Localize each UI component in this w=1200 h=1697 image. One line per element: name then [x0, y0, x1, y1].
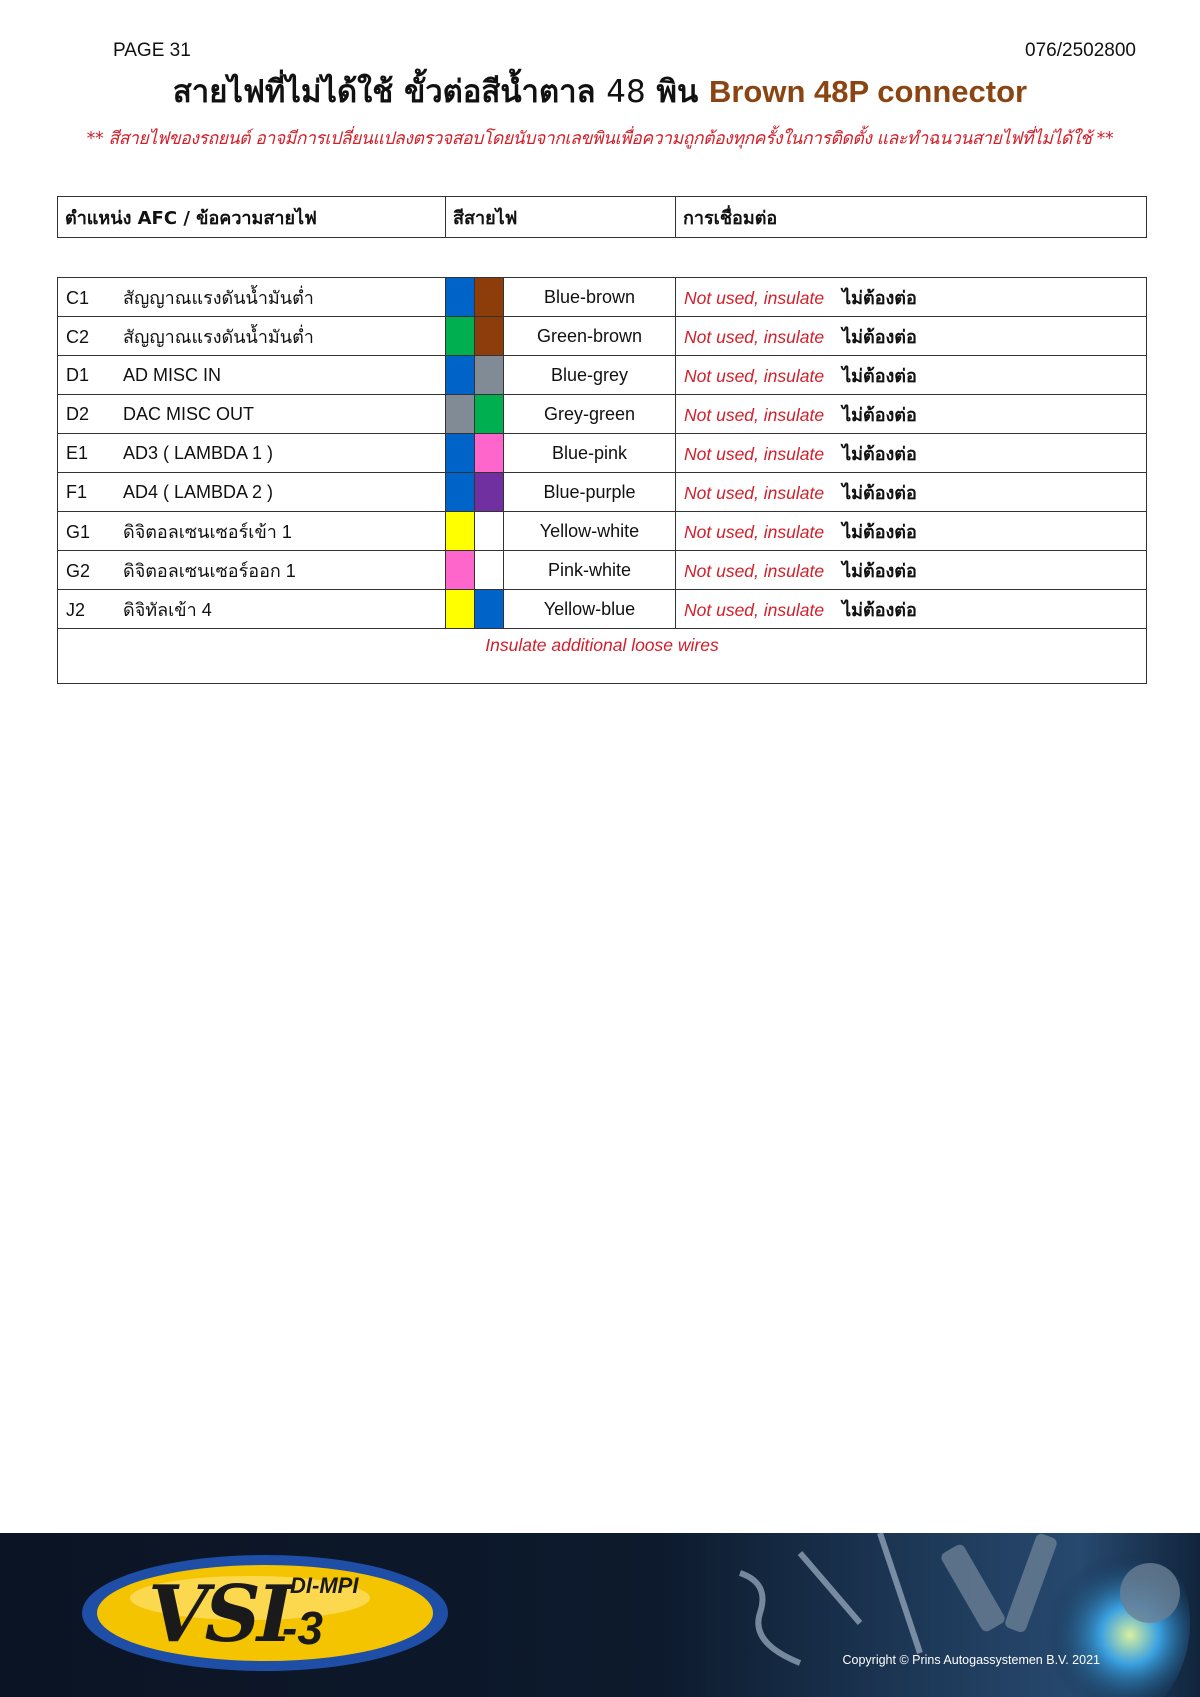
wire-color-name: Blue-pink: [504, 434, 676, 473]
table-row: [58, 512, 1147, 551]
connection-cell: [676, 512, 1147, 551]
pin-description: สัญญาณแรงดันน้ำมันต่ำ: [123, 326, 314, 347]
connection-cell: [676, 356, 1147, 395]
table-row: [58, 434, 1147, 473]
table-row: [58, 278, 1147, 317]
table-row: [58, 590, 1147, 629]
wire-color-swatch-1: [446, 512, 475, 551]
connection-note-en: Not used, insulate: [684, 404, 825, 425]
pin-cell: [58, 551, 446, 590]
title-thai-pin: พิน: [656, 74, 699, 110]
pin-id: C2: [66, 326, 90, 347]
wire-color-name: Blue-brown: [504, 278, 676, 317]
wire-color-swatch-1: [446, 356, 475, 395]
wire-color-swatch-2: [475, 512, 504, 551]
connection-note-en: Not used, insulate: [684, 365, 825, 386]
logo-vsi-text: VSI: [148, 1569, 290, 1660]
wire-color-swatch-2: [475, 434, 504, 473]
pin-id: G1: [66, 521, 91, 542]
wire-color-name: Yellow-white: [504, 512, 676, 551]
wire-color-name: Blue-purple: [504, 473, 676, 512]
connection-note-en: Not used, insulate: [684, 326, 825, 347]
wire-color-name: Pink-white: [504, 551, 676, 590]
connection-note-en: Not used, insulate: [684, 599, 825, 620]
logo-3-text: -3: [282, 1602, 323, 1654]
connection-note-en: Not used, insulate: [684, 521, 825, 542]
connection-cell: [676, 551, 1147, 590]
wire-color-swatch-2: [475, 317, 504, 356]
table-row: [58, 356, 1147, 395]
pin-description: AD MISC IN: [123, 364, 222, 385]
table-row: [58, 473, 1147, 512]
pin-cell: [58, 512, 446, 551]
pin-cell: [58, 395, 446, 434]
pin-id: D2: [66, 403, 90, 424]
pin-cell: [58, 434, 446, 473]
table-row: [58, 395, 1147, 434]
wire-color-swatch-1: [446, 434, 475, 473]
wire-color-swatch-2: [475, 395, 504, 434]
connection-note-en: Not used, insulate: [684, 482, 825, 503]
footer-cell: [58, 629, 1147, 684]
pin-id: J2: [66, 599, 86, 620]
pin-description: ดิจิทัลเข้า 4: [123, 599, 212, 620]
pin-cell: [58, 317, 446, 356]
connection-note-th: ไม่ต้องต่อ: [842, 326, 917, 348]
logo-dimpi-text: DI-MPI: [290, 1573, 359, 1598]
wire-color-swatch-1: [446, 317, 475, 356]
pin-description: สัญญาณแรงดันน้ำมันต่ำ: [123, 287, 314, 308]
pin-id: F1: [66, 481, 88, 502]
pin-cell: [58, 473, 446, 512]
wire-color-swatch-1: [446, 551, 475, 590]
connection-note-th: ไม่ต้องต่อ: [842, 482, 917, 504]
title-thai: สายไฟที่ไม่ได้ใช้ ขั้วต่อสีน้ำตาล: [172, 74, 596, 110]
footer-row: [58, 629, 1147, 684]
header-position: ตำแหน่ง AFC / ข้อความสายไฟ: [58, 197, 446, 238]
wire-color-name: Yellow-blue: [504, 590, 676, 629]
header-table: [57, 196, 1147, 238]
pin-description: DAC MISC OUT: [123, 403, 255, 424]
copyright: Copyright © Prins Autogassystemen B.V. 2021: [842, 1653, 1100, 1667]
connection-cell: [676, 434, 1147, 473]
connection-note-th: ไม่ต้องต่อ: [842, 521, 917, 543]
connection-note-th: ไม่ต้องต่อ: [842, 404, 917, 426]
wire-color-swatch-1: [446, 590, 475, 629]
footer-banner: [0, 1533, 1200, 1697]
wire-color-name: Blue-grey: [504, 356, 676, 395]
connection-note-en: Not used, insulate: [684, 560, 825, 581]
connection-note-th: ไม่ต้องต่อ: [842, 443, 917, 465]
engine-illustration: [680, 1533, 1200, 1697]
header-wire-color: สีสายไฟ: [446, 197, 676, 238]
wire-color-swatch-2: [475, 278, 504, 317]
pin-description: ดิจิตอลเซนเซอร์เข้า 1: [123, 521, 292, 542]
connection-note-en: Not used, insulate: [684, 443, 825, 464]
connection-note-th: ไม่ต้องต่อ: [842, 287, 917, 309]
connection-cell: [676, 590, 1147, 629]
wire-color-swatch-2: [475, 551, 504, 590]
connection-cell: [676, 473, 1147, 512]
wire-color-name: Grey-green: [504, 395, 676, 434]
pin-description: AD3 ( LAMBDA 1 ): [123, 442, 274, 463]
wire-color-swatch-1: [446, 395, 475, 434]
wire-color-name: Green-brown: [504, 317, 676, 356]
wire-color-swatch-1: [446, 473, 475, 512]
connection-note-th: ไม่ต้องต่อ: [842, 599, 917, 621]
pin-id: C1: [66, 287, 90, 308]
pin-id: D1: [66, 364, 90, 385]
table-row: [58, 317, 1147, 356]
pin-id: E1: [66, 442, 89, 463]
connection-note-en: Not used, insulate: [684, 287, 825, 308]
wire-color-swatch-2: [475, 473, 504, 512]
title-english: Brown 48P connector: [708, 74, 1028, 109]
pin-cell: [58, 590, 446, 629]
table-row: [58, 551, 1147, 590]
connection-cell: [676, 278, 1147, 317]
wire-color-swatch-2: [475, 590, 504, 629]
wire-color-swatch-2: [475, 356, 504, 395]
header-row: [58, 197, 1147, 238]
pin-id: G2: [66, 560, 91, 581]
pin-description: AD4 ( LAMBDA 2 ): [123, 481, 274, 502]
page-number: PAGE 31: [113, 40, 191, 61]
connection-cell: [676, 395, 1147, 434]
pin-description: ดิจิตอลเซนเซอร์ออก 1: [123, 560, 296, 581]
pin-cell: [58, 356, 446, 395]
wire-color-swatch-1: [446, 278, 475, 317]
title-pin-count: 48: [606, 74, 646, 110]
connection-note-th: ไม่ต้องต่อ: [842, 365, 917, 387]
pin-table: [57, 277, 1147, 684]
warning-note: ** สีสายไฟของรถยนต์ อาจมีการเปลี่ยนแปลงตรวจสอบโดยนับจากเลขพินเพื่อความถูกต้องทุกครั้งในการติดตั้ง และทำฉนวนสายไฟที่ไม่ได้ใช้ **: [86, 129, 1114, 149]
document-code: 076/2502800: [1025, 40, 1136, 61]
pin-cell: [58, 278, 446, 317]
page-title: [0, 66, 1200, 116]
connection-cell: [676, 317, 1147, 356]
footer-note: Insulate additional loose wires: [485, 635, 719, 655]
header-connection: การเชื่อมต่อ: [676, 197, 1147, 238]
connection-note-th: ไม่ต้องต่อ: [842, 560, 917, 582]
